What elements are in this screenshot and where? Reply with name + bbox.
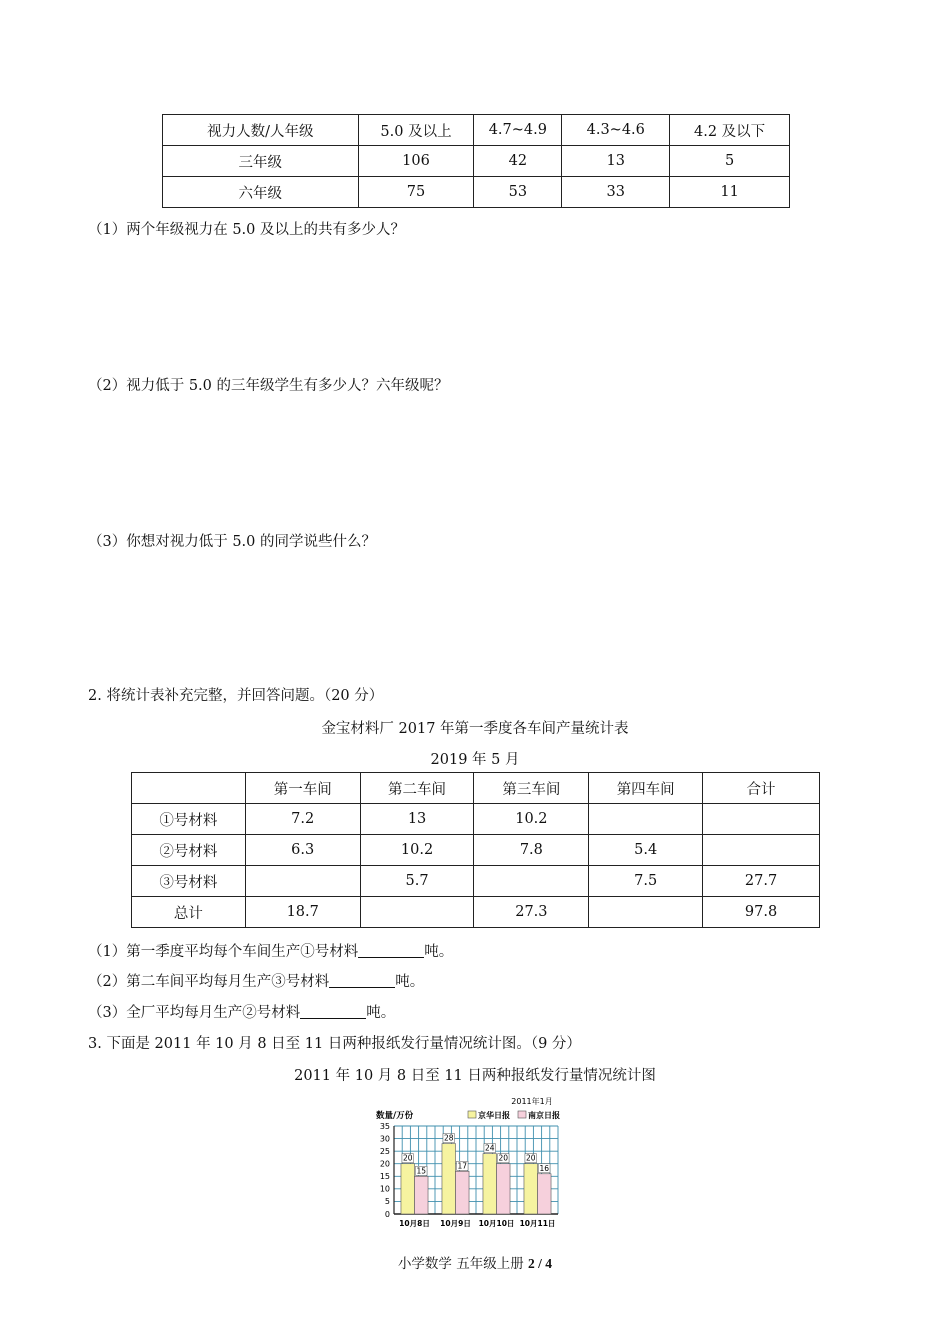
table-cell xyxy=(703,804,820,835)
table-cell: 42 xyxy=(474,146,562,177)
header-cell: 4.7~4.9 xyxy=(474,115,562,146)
table-cell: 7.8 xyxy=(474,835,589,866)
chart-title: 2011年1月 xyxy=(511,1097,553,1106)
question-1-2: （2）视力低于 5.0 的三年级学生有多少人？六年级呢？ xyxy=(88,378,449,394)
vision-table xyxy=(162,114,790,208)
table-cell: 27.3 xyxy=(474,897,589,928)
table-cell: 53 xyxy=(474,177,562,208)
table-2-date: 2019 年 5 月 xyxy=(430,752,520,768)
data-label: 24 xyxy=(484,1143,495,1153)
legend-swatch xyxy=(468,1111,476,1118)
table-cell: 97.8 xyxy=(703,897,820,928)
footer-text: 小学数学 五年级上册 xyxy=(397,1256,529,1272)
table-header-row xyxy=(132,773,820,804)
production-table xyxy=(131,772,820,928)
table-row xyxy=(132,897,820,928)
y-tick-label: 15 xyxy=(379,1172,390,1182)
table-row xyxy=(132,835,820,866)
question-2-3 xyxy=(88,1001,395,1022)
question-1-3: （3）你想对视力低于 5.0 的同学说些什么？ xyxy=(88,534,377,550)
question-2-1-text: （1）第一季度平均每个车间生产①号材料 xyxy=(88,944,359,960)
header-cell: 4.2 及以下 xyxy=(670,115,790,146)
table-cell: 11 xyxy=(670,177,790,208)
bar xyxy=(538,1174,552,1214)
table-row xyxy=(163,146,790,177)
table-header-row xyxy=(163,115,790,146)
newspaper-bar-chart xyxy=(360,1090,590,1232)
table-cell xyxy=(703,835,820,866)
data-label: 28 xyxy=(443,1133,454,1143)
bar xyxy=(497,1164,511,1214)
table-cell: 18.7 xyxy=(245,897,360,928)
bar xyxy=(442,1144,456,1214)
chart-legend xyxy=(468,1110,560,1120)
table-cell xyxy=(589,804,703,835)
table-cell: 5.7 xyxy=(360,866,474,897)
question-2-2-text: （2）第二车间平均每月生产③号材料 xyxy=(88,974,330,990)
question-2-1-unit: 吨。 xyxy=(424,944,454,960)
header-cell: 视力人数/人年级 xyxy=(163,115,359,146)
data-label: 20 xyxy=(525,1153,536,1163)
table-cell xyxy=(474,866,589,897)
table-cell: 7.2 xyxy=(245,804,360,835)
question-2-1 xyxy=(88,940,453,961)
header-cell: 合计 xyxy=(703,773,820,804)
table-2-title: 金宝材料厂 2017 年第一季度各车间产量统计表 xyxy=(321,721,629,737)
y-tick-label: 25 xyxy=(379,1146,390,1156)
header-cell: 第二车间 xyxy=(360,773,474,804)
table-cell: 33 xyxy=(562,177,670,208)
answer-blank[interactable] xyxy=(358,943,424,958)
table-row xyxy=(132,804,820,835)
table-cell xyxy=(360,897,474,928)
question-2-3-unit: 吨。 xyxy=(366,1005,396,1021)
legend-label: 京华日报 xyxy=(478,1111,510,1120)
page-number: 2 / 4 xyxy=(528,1256,553,1271)
data-label: 20 xyxy=(498,1153,509,1163)
bar xyxy=(415,1176,429,1214)
data-label: 17 xyxy=(457,1161,468,1171)
x-tick-label: 10月8日 xyxy=(399,1219,430,1228)
table-cell: 总计 xyxy=(132,897,246,928)
page-footer xyxy=(0,1252,950,1272)
table-cell: 10.2 xyxy=(360,835,474,866)
y-tick-label: 10 xyxy=(379,1184,390,1194)
table-cell: 13 xyxy=(562,146,670,177)
table-cell: ②号材料 xyxy=(132,835,246,866)
table-cell: 75 xyxy=(358,177,474,208)
table-row xyxy=(163,177,790,208)
bar xyxy=(483,1154,497,1214)
y-tick-label: 30 xyxy=(379,1134,390,1144)
bar xyxy=(401,1164,415,1214)
table-row xyxy=(132,866,820,897)
table-cell: 三年级 xyxy=(163,146,359,177)
y-tick-label: 35 xyxy=(379,1121,390,1131)
data-label: 20 xyxy=(402,1153,413,1163)
x-tick-label: 10月10日 xyxy=(478,1219,515,1228)
table-cell xyxy=(589,897,703,928)
y-axis-label: 数量/万份 xyxy=(376,1111,414,1121)
header-cell: 4.3~4.6 xyxy=(562,115,670,146)
bar xyxy=(524,1164,538,1214)
chart-caption: 2011 年 10 月 8 日至 11 日两种报纸发行量情况统计图 xyxy=(294,1068,656,1084)
y-tick-label: 5 xyxy=(384,1197,390,1207)
table-cell: ①号材料 xyxy=(132,804,246,835)
data-label: 15 xyxy=(416,1166,427,1176)
header-cell: 第三车间 xyxy=(474,773,589,804)
x-tick-label: 10月11日 xyxy=(519,1219,556,1228)
y-axis-ticks xyxy=(380,1122,390,1219)
question-2-3-text: （3）全厂平均每月生产②号材料 xyxy=(88,1005,301,1021)
bar xyxy=(456,1171,470,1214)
header-cell: 第一车间 xyxy=(245,773,360,804)
legend-swatch xyxy=(518,1111,526,1118)
table-cell: 六年级 xyxy=(163,177,359,208)
table-cell: 10.2 xyxy=(474,804,589,835)
answer-blank[interactable] xyxy=(329,973,395,988)
header-cell: 5.0 及以上 xyxy=(358,115,474,146)
y-tick-label: 0 xyxy=(384,1209,390,1219)
table-cell: 27.7 xyxy=(703,866,820,897)
x-axis-ticks xyxy=(399,1219,555,1228)
table-cell: 5 xyxy=(670,146,790,177)
y-tick-label: 20 xyxy=(379,1159,390,1169)
question-1-1: （1）两个年级视力在 5.0 及以上的共有多少人？ xyxy=(88,222,406,238)
table-cell: 5.4 xyxy=(589,835,703,866)
question-2-heading: 2. 将统计表补充完整，并回答问题。（20 分） xyxy=(88,688,384,704)
table-cell: ③号材料 xyxy=(132,866,246,897)
header-cell xyxy=(132,773,246,804)
question-2-2-unit: 吨。 xyxy=(395,974,425,990)
table-cell xyxy=(245,866,360,897)
table-cell: 6.3 xyxy=(245,835,360,866)
header-cell: 第四车间 xyxy=(589,773,703,804)
x-tick-label: 10月9日 xyxy=(440,1219,471,1228)
table-cell: 106 xyxy=(358,146,474,177)
data-label: 16 xyxy=(539,1163,550,1173)
table-cell: 13 xyxy=(360,804,474,835)
legend-label: 南京日报 xyxy=(528,1111,560,1120)
question-2-2 xyxy=(88,970,424,991)
question-3-heading: 3. 下面是 2011 年 10 月 8 日至 11 日两种报纸发行量情况统计图。（9 分） xyxy=(88,1036,581,1052)
answer-blank[interactable] xyxy=(300,1004,366,1019)
table-cell: 7.5 xyxy=(589,866,703,897)
